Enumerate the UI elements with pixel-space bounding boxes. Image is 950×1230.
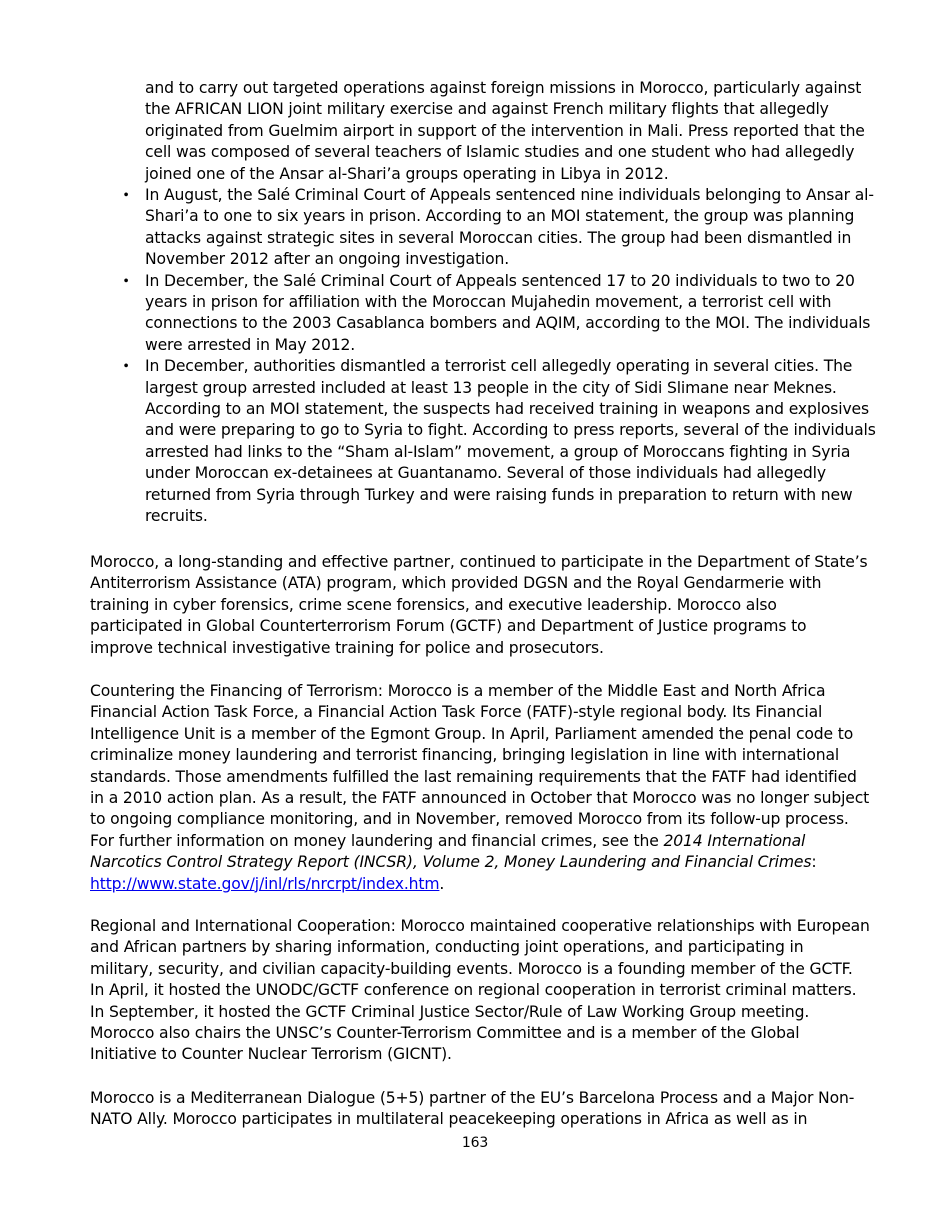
bullet-text: In December, authorities dismantled a terrorist cell allegedly operating in several cities. The largest group arrested included at least 13 people in the city of Sidi Slimane near Meknes. According to an MOI statement, the suspects had received training in weapons and explosives and were preparing to go to Syria to fight. According to press reports, several of the individuals arrested had links to the “Sham al-Islam” movement, a group of Moroccans fighting in Syria under Moroccan ex-detainees at Guantanamo. Several of those individuals had allegedly returned from Syria through Turkey and were raising funds in preparation to return with new recruits. — [145, 357, 876, 526]
colon: : — [811, 853, 817, 872]
period: . — [439, 874, 445, 893]
financing-section — [90, 681, 870, 895]
ata-paragraph: Morocco, a long-standing and effective partner, continued to participate in the Department of State’s Antiterrorism Assistance (ATA) program, which provided DGSN and the Royal Gendarmerie with training in cyber forensics, crime scene forensics, and executive leadership. Morocco also participated in Global Counterterrorism Forum (GCTF) and Department of Justice programs to improve technical investigative training for police and prosecutors. — [90, 553, 868, 657]
bullet-icon: • — [123, 358, 129, 376]
financing-body: Morocco is a member of the Middle East and North Africa Financial Action Task Force, a Financial Action Task Force (FATF)-style regional body. Its Financial Intelligence Unit is a member of the Egmont Group. In April, Parliament amended the penal code to criminalize money laundering and terrorist financing, bringing legislation in line with international standards. Those amendments fulfilled the last remaining requirements that the FATF had identified in a 2010 action plan. As a result, the FATF announced in October that Morocco was no longer subject to ongoing compliance monitoring, and in November, removed Morocco from its follow-up process. For further information on money laundering and financial crimes, see the — [90, 682, 870, 850]
list-item — [123, 271, 880, 357]
list-item — [123, 185, 880, 271]
incsr-link[interactable]: http://www.state.gov/j/inl/rls/nrcrpt/index.htm — [90, 874, 440, 893]
bullet-list — [123, 185, 880, 528]
final-paragraph: Morocco is a Mediterranean Dialogue (5+5) partner of the EU’s Barcelona Process and a Major Non-NATO Ally. Morocco participates in multilateral peacekeeping operations in Africa as well as in — [90, 1089, 855, 1129]
bullet-icon: • — [123, 272, 129, 290]
cooperation-heading: Regional and International Cooperation: — [90, 917, 396, 935]
report-title: 2014 International Narcotics Control Strategy Report (INCSR), Volume 2, Money Laundering and Financial Crimes — [90, 831, 812, 872]
bullet-text: In December, the Salé Criminal Court of Appeals sentenced 17 to 20 individuals to two to 20 years in prison for affiliation with the Moroccan Mujahedin movement, a terrorist cell with connections to the 2003 Casablanca bombers and AQIM, according to the MOI. The individuals were arrested in May 2012. — [145, 271, 871, 354]
bullet-icon: • — [123, 187, 129, 204]
continuation-paragraph: and to carry out targeted operations against foreign missions in Morocco, particularly against the AFRICAN LION joint military exercise and against French military flights that allegedly originated from Guelmim airport in support of the intervention in Mali. Press reported that the cell was composed of several teachers of Islamic studies and one student who had allegedly joined one of the Ansar al-Shari’a groups operating in Libya in 2012. — [145, 79, 865, 183]
financing-heading: Countering the Financing of Terrorism: — [90, 682, 383, 700]
cooperation-body: Morocco maintained cooperative relationships with European and African partners by sharing information, conducting joint operations, and participating in military, security, and civilian capacity-building events. Morocco is a founding member of the GCTF. In April, it hosted the UNODC/GCTF conference on regional cooperation in terrorist criminal matters. In September, it hosted the GCTF Criminal Justice Sector/Rule of Law Working Group meeting. Morocco also chairs the UNSC’s Counter-Terrorism Committee and is a member of the Global Initiative to Counter Nuclear Terrorism (GICNT). — [90, 917, 870, 1064]
bullet-text: In August, the Salé Criminal Court of Appeals sentenced nine individuals belonging to Ansar al-Shari’a to one to six years in prison. According to an MOI statement, the group was planning attacks against strategic sites in several Moroccan cities. The group had been dismantled in November 2012 after an ongoing investigation. — [145, 186, 874, 269]
page-number: 163 — [461, 1135, 489, 1151]
cooperation-section — [90, 916, 870, 1066]
list-item — [123, 356, 880, 527]
